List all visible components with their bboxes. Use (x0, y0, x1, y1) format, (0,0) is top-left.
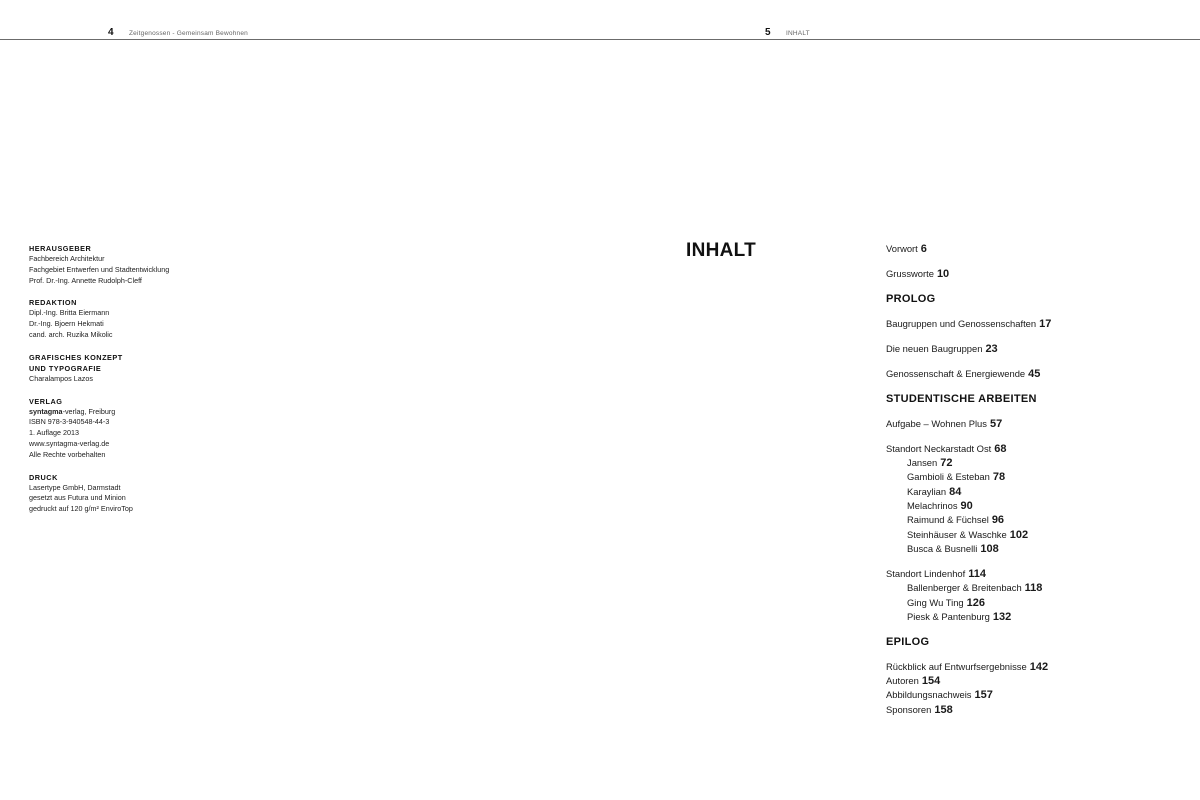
imprint-line: Charalampos Lazos (29, 373, 93, 383)
imprint-line: Lasertype GmbH, Darmstadt (29, 482, 121, 492)
imprint-line: Alle Rechte vorbehalten (29, 449, 106, 459)
toc-entry[interactable] (886, 674, 1186, 688)
toc-title: INHALT (686, 240, 757, 261)
imprint-line: Fachgebiet Entwerfen und Stadtentwicklung (29, 264, 170, 274)
imprint-line: Fachbereich Architektur (29, 254, 105, 263)
imprint-heading: UND TYPOGRAFIE (29, 363, 102, 373)
toc-page-number: 142 (1029, 660, 1049, 673)
imprint-publisher (29, 407, 269, 418)
toc-entry[interactable] (886, 367, 1186, 381)
left-page-number: 4 (108, 27, 114, 38)
imprint-line: www.syntagma-verlag.de (29, 438, 110, 448)
toc-page-number: 154 (921, 675, 941, 688)
toc-page-number: 72 (940, 457, 953, 470)
toc-entry[interactable] (886, 417, 1186, 431)
toc-section-epilog: EPILOG (886, 635, 930, 648)
left-running-title: Zeitgenossen - Gemeinsam Bewohnen (129, 30, 248, 37)
toc-entry-label: Standort Lindenhof (886, 567, 966, 579)
toc-page-number: 118 (1024, 582, 1043, 595)
toc-entry-lindenhof[interactable] (886, 567, 1186, 581)
toc-page-number: 57 (989, 417, 1003, 430)
toc-entry-label: Grussworte (886, 267, 934, 279)
toc-section-studentische-arbeiten: STUDENTISCHE ARBEITEN (886, 392, 1037, 405)
toc-entry-label: Baugruppen und Genossenschaften (886, 317, 1037, 329)
table-of-contents (886, 242, 1186, 717)
toc-page-number: 96 (991, 514, 1005, 527)
toc-entry-label: Standort Neckarstadt Ost (886, 442, 992, 454)
toc-page-number: 10 (936, 267, 950, 280)
toc-entry-label: Sponsoren (886, 703, 932, 715)
toc-entry[interactable] (886, 342, 1186, 356)
toc-entry-label: Rückblick auf Entwurfsergebnisse (886, 660, 1027, 672)
right-page-number: 5 (765, 27, 771, 38)
toc-entry-label: Vorwort (886, 243, 918, 254)
toc-subentry[interactable] (886, 542, 1186, 556)
toc-page-number: 84 (949, 485, 962, 498)
toc-entry-vorwort[interactable] (886, 242, 1186, 256)
imprint-line: Prof. Dr.-Ing. Annette Rudolph-Cleff (29, 275, 142, 285)
toc-entry[interactable] (886, 317, 1186, 331)
toc-entry-label: Autoren (886, 675, 919, 687)
imprint-herausgeber (29, 243, 269, 286)
imprint-heading: REDAKTION (29, 298, 77, 308)
toc-subentry[interactable] (886, 528, 1186, 542)
toc-page-number: 6 (920, 243, 927, 255)
imprint-line: gedruckt auf 120 g/m² EnviroTop (29, 504, 133, 514)
toc-entry-label: Aufgabe – Wohnen Plus (886, 417, 987, 429)
imprint-line: 1. Auflage 2013 (29, 428, 79, 438)
toc-entry-label: Die neuen Baugruppen (886, 342, 983, 354)
toc-page-number: 68 (994, 442, 1007, 455)
imprint-line: Dr.-Ing. Bjoern Hekmati (29, 319, 104, 329)
toc-entry-grussworte[interactable] (886, 267, 1186, 281)
toc-entry-label: Abbildungsnachweis (886, 689, 972, 701)
toc-entry-label: Busca & Busnelli (907, 542, 978, 554)
toc-page-number: 78 (992, 471, 1006, 484)
publisher-name-rest: -verlag, Freiburg (62, 406, 116, 416)
toc-entry-label: Gambioli & Esteban (907, 471, 990, 483)
imprint-redaktion (29, 297, 269, 340)
imprint-druck (29, 472, 269, 515)
publisher-name-bold: syntagma (29, 406, 63, 416)
imprint-heading: GRAFISCHES KONZEPT (29, 352, 123, 362)
imprint-verlag (29, 396, 269, 461)
toc-entry-label: Steinhäuser & Waschke (907, 528, 1007, 540)
imprint-line: cand. arch. Ruzika Mikolic (29, 329, 113, 339)
toc-entry-label: Raimund & Füchsel (907, 514, 989, 526)
imprint-line: Dipl.-Ing. Britta Eiermann (29, 308, 110, 318)
toc-entry-label: Ballenberger & Breitenbach (907, 582, 1022, 594)
toc-subentry[interactable] (886, 499, 1186, 513)
toc-page-number: 157 (974, 689, 993, 702)
toc-page-number: 114 (968, 567, 986, 580)
toc-entry-label: Genossenschaft & Energiewende (886, 367, 1026, 379)
toc-subentry[interactable] (886, 581, 1186, 595)
toc-entry-label: Ging Wu Ting (907, 596, 964, 608)
header-rule (0, 39, 1200, 40)
toc-page-number: 126 (966, 596, 985, 609)
toc-entry-label: Karaylian (907, 485, 947, 497)
toc-page-number: 102 (1009, 528, 1029, 541)
imprint-grafik (29, 352, 269, 385)
toc-section-prolog: PROLOG (886, 292, 936, 305)
toc-page-number: 132 (992, 610, 1012, 623)
toc-entry-label: Piesk & Pantenburg (907, 610, 990, 622)
toc-page-number: 23 (985, 342, 998, 355)
toc-entry-neckarstadt[interactable] (886, 442, 1186, 456)
imprint-heading: VERLAG (29, 396, 63, 406)
toc-page-number: 45 (1028, 367, 1041, 380)
toc-entry-label: Jansen (907, 457, 938, 469)
toc-entry[interactable] (886, 688, 1186, 702)
toc-page-number: 158 (934, 703, 953, 716)
toc-page-number: 108 (980, 542, 999, 555)
toc-subentry[interactable] (886, 610, 1186, 624)
imprint-line: gesetzt aus Futura und Minion (29, 493, 126, 503)
imprint (29, 243, 269, 526)
toc-subentry[interactable] (886, 456, 1186, 470)
right-running-title: INHALT (786, 30, 810, 37)
toc-entry-label: Melachrinos (907, 500, 958, 512)
toc-subentry[interactable] (886, 485, 1186, 499)
toc-page-number: 90 (960, 500, 973, 513)
toc-subentry[interactable] (886, 513, 1186, 527)
imprint-line: ISBN 978-3-940548-44-3 (29, 417, 110, 427)
toc-subentry[interactable] (886, 470, 1186, 484)
toc-entry[interactable] (886, 660, 1186, 674)
imprint-heading: HERAUSGEBER (29, 244, 92, 253)
imprint-heading: DRUCK (29, 472, 58, 482)
toc-subentry[interactable] (886, 596, 1186, 610)
toc-entry[interactable] (886, 703, 1186, 717)
toc-page-number: 17 (1039, 317, 1052, 330)
